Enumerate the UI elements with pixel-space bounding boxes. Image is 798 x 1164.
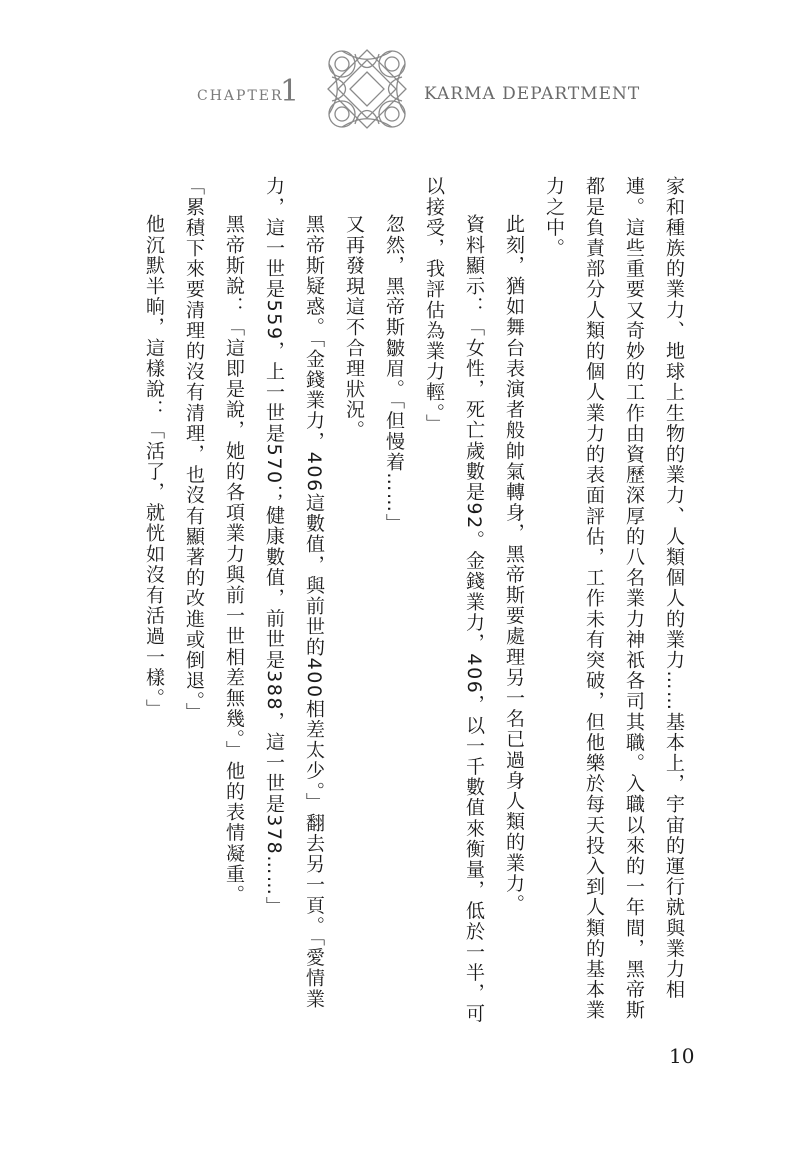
paragraph: 此刻，猶如舞台表演者般帥氣轉身，黑帝斯要處理另一名已過身人類的業力。 xyxy=(503,214,525,915)
paragraph: 又再發現這不合理狀況。 xyxy=(343,214,365,441)
paragraph: 黑帝斯疑惑。「金錢業力，406這數值，與前世的400相差太少。」翻去另一頁。「愛情業力，這一世是559，上一世是570；健康數值，前世是388，這一世是378……」 xyxy=(263,176,325,1010)
page-number: 10 xyxy=(669,1044,695,1068)
paragraph: 他沉默半晌，這樣說：「活了，就恍如沒有活過一樣。」 xyxy=(143,214,165,720)
department-title: KARMA DEPARTMENT xyxy=(424,84,641,104)
page-header xyxy=(0,40,798,150)
paragraph: 「累積下來要清理的沒有清理，也沒有顯著的改進或倒退。」 xyxy=(183,176,205,723)
paragraph: 黑帝斯說：「這即是說，她的各項業力與前一世相差無幾。」他的表情凝重。 xyxy=(223,214,245,905)
paragraph: 家和種族的業力、地球上生物的業力、人類個人的業力……基本上，宇宙的運行就與業力相連。這些重要又奇妙的工作由資歷深厚的八名業力神祇各司其職。入職以來的一年間，黑帝斯都是負責部分人類的個人業力的表面評估，工作未有突破，但他樂於每天投入到人類的基本業力之中。 xyxy=(543,176,685,1021)
chapter-number: 1 xyxy=(280,74,300,109)
paragraph: 資料顯示：「女性，死亡歲數是92。金錢業力，406，以一千數值來衡量，低於一半，可以接受，我評估為業力輕。」 xyxy=(423,176,485,1025)
chapter-label: CHAPTER xyxy=(197,88,284,104)
celtic-knot-icon xyxy=(320,42,414,136)
vertical-body-text xyxy=(134,176,694,1026)
paragraph: 忽然，黑帝斯皺眉。「但慢着……」 xyxy=(383,214,405,535)
